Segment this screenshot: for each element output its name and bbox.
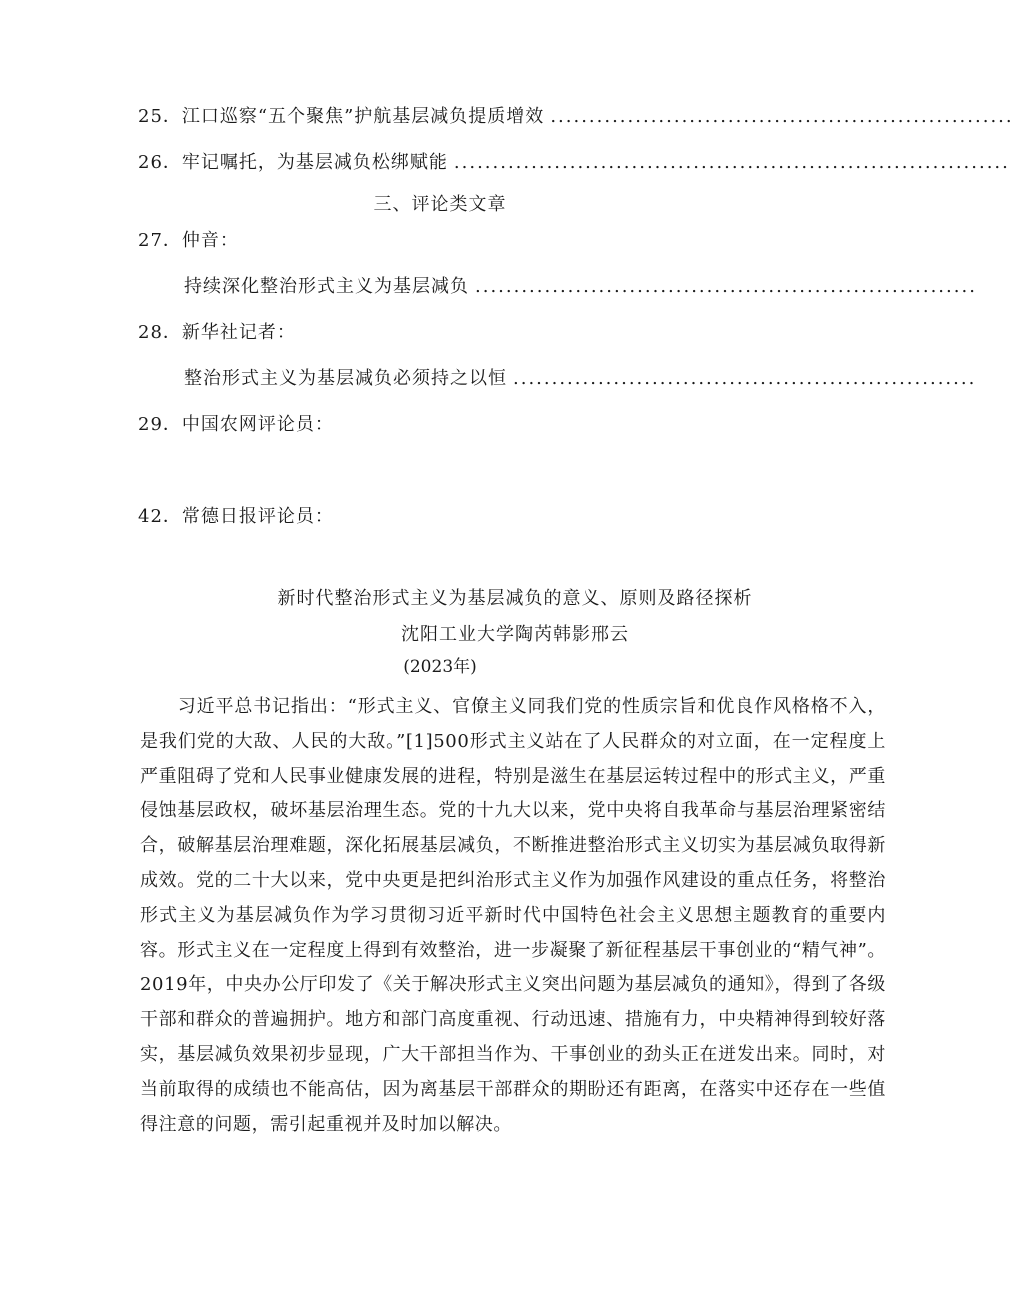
toc-entry-title: ．常德日报评论员： bbox=[162, 506, 334, 527]
toc-entry bbox=[138, 102, 1014, 132]
toc-leader-dots: ........................................................................ bbox=[453, 152, 1010, 173]
toc-entry-number: 27 bbox=[138, 230, 163, 251]
toc-subentry-title: 持续深化整治形式主义为基层减负 bbox=[184, 276, 469, 297]
toc-entry bbox=[138, 226, 848, 256]
toc-entry-number: 29 bbox=[138, 414, 163, 435]
toc-leader-dots: ............................................................ bbox=[513, 368, 977, 389]
toc-entry-title: ．新华社记者： bbox=[162, 322, 296, 343]
toc-entry-title: ．江口巡察“五个聚焦”护航基层减负提质增效 bbox=[162, 106, 545, 127]
article-paragraph: 习近平总书记指出：“形式主义、官僚主义同我们党的性质宗旨和优良作风格格不入，是我们党的大敌、人民的大敌。”[1]500形式主义站在了人民群众的对立面，在一定程度上严重阻碍了党和人民事业健康发展的进程，特别是滋生在基层运转过程中的形式主义，严重侵蚀基层政权，破坏基层治理生态。党的十九大以来，党中央将自我革命与基层治理紧密结合，破解基层治理难题，深化拓展基层减负，不断推进整治形式主义切实为基层减负取得新成效。党的二十大以来，党中央更是把纠治形式主义作为加强作风建设的重点任务，将整治形式主义为基层减负作为学习贯彻习近平新时代中国特色社会主义思想主题教育的重要内容。形式主义在一定程度上得到有效整治，进一步凝聚了新征程基层干事创业的“精气神”。2019年，中央办公厅印发了《关于解决形式主义突出问题为基层减负的通知》，得到了各级干部和群众的普遍拥护。地方和部门高度重视、行动迅速、措施有力，中央精神得到较好落实，基层减负效果初步显现，广大干部担当作为、干事创业的劲头正在迸发出来。同时，对当前取得的成绩也不能高估，因为离基层干部群众的期盼还有距离，在落实中还存在一些值得注意的问题，需引起重视并及时加以解决。 bbox=[140, 696, 887, 1135]
toc-entry bbox=[138, 410, 848, 440]
toc-entry-title: ．仲音： bbox=[162, 230, 239, 251]
article-author: 沈阳工业大学陶芮韩影邢云 bbox=[401, 624, 629, 645]
toc-entry-title: ．牢记嘱托，为基层减负松绑赋能 bbox=[162, 152, 448, 173]
toc-entry-number: 42 bbox=[138, 506, 163, 527]
toc-subentry bbox=[184, 272, 977, 302]
toc-entry-number: 25 bbox=[138, 106, 163, 127]
article-title: 新时代整治形式主义为基层减负的意义、原则及路径探析 bbox=[277, 588, 753, 609]
article-year: (2023年) bbox=[403, 657, 477, 677]
toc-entry bbox=[138, 318, 848, 348]
toc-leader-dots: ............................................................ bbox=[550, 106, 1014, 127]
toc-subentry bbox=[184, 364, 977, 394]
toc-subentry-title: 整治形式主义为基层减负必须持之以恒 bbox=[184, 368, 507, 389]
toc-leader-dots: ................................................................. bbox=[475, 276, 977, 297]
toc-entry-title: ．中国农网评论员： bbox=[162, 414, 334, 435]
toc-entry-number: 26 bbox=[138, 152, 163, 173]
toc-entry bbox=[138, 502, 848, 532]
toc-entry-number: 28 bbox=[138, 322, 163, 343]
toc-entry bbox=[138, 148, 1010, 178]
section-heading: 三、评论类文章 bbox=[373, 194, 507, 215]
